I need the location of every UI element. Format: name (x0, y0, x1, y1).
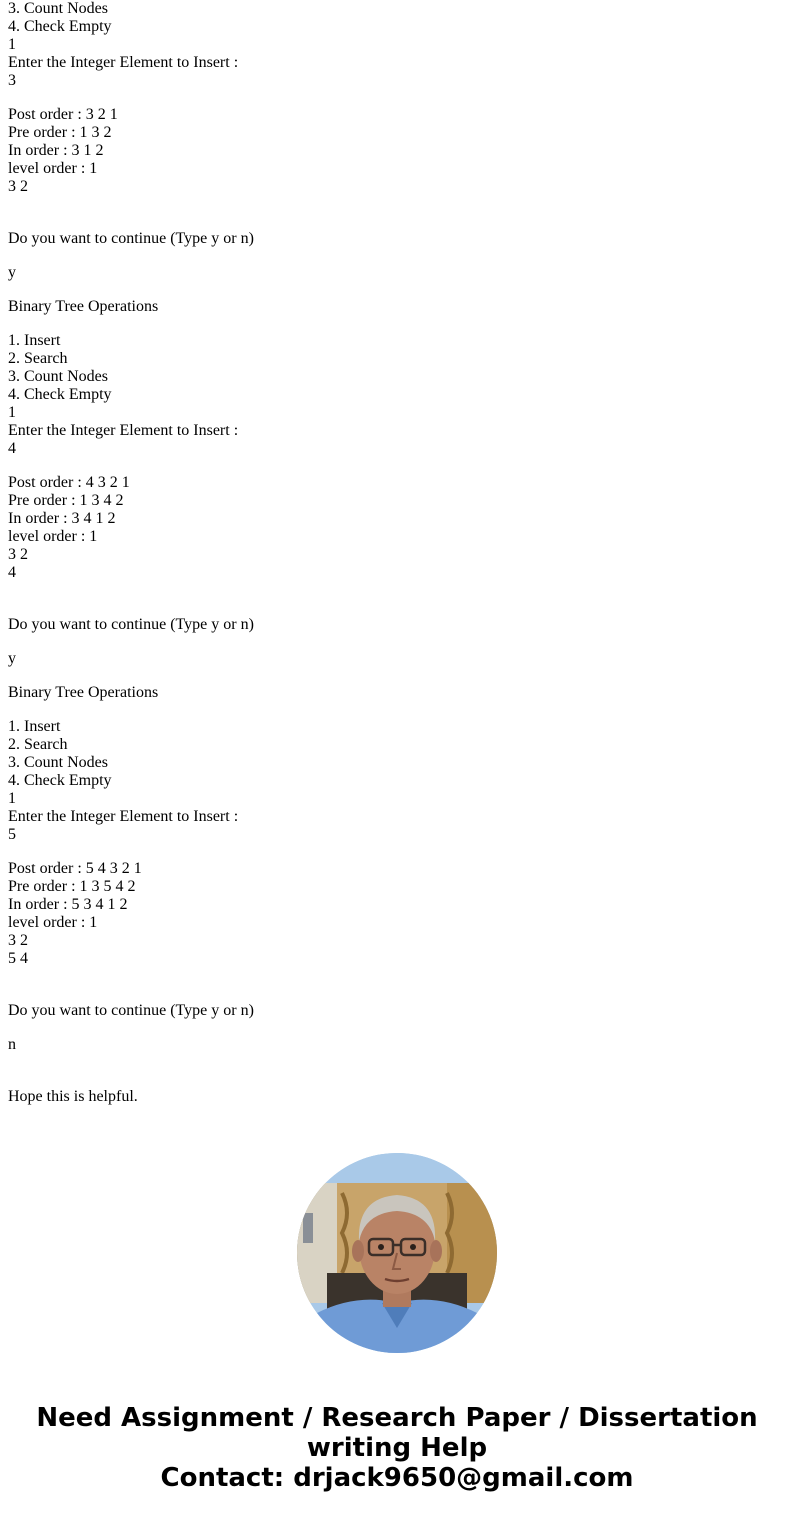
user-value: 3 (8, 72, 16, 89)
result-line: level order : 1 (8, 914, 98, 931)
user-choice: 1 (8, 790, 16, 807)
menu-item: 2. Search (8, 736, 68, 753)
result-line: Post order : 3 2 1 (8, 106, 118, 123)
menu-item: 2. Search (8, 350, 68, 367)
menu-item: 3. Count Nodes (8, 368, 108, 385)
user-value: 4 (8, 440, 16, 457)
menu-item: 3. Count Nodes (8, 0, 108, 17)
continue-prompt: Do you want to continue (Type y or n) (8, 616, 254, 633)
result-line: Post order : 4 3 2 1 (8, 474, 130, 491)
menu-item: 4. Check Empty (8, 772, 112, 789)
result-line: 3 2 (8, 932, 28, 949)
enter-prompt: Enter the Integer Element to Insert : (8, 54, 239, 71)
continue-answer: y (8, 650, 16, 667)
result-line: 4 (8, 564, 16, 581)
user-value: 5 (8, 826, 16, 843)
author-avatar (297, 1153, 497, 1353)
promo-line-2: writing Help (306, 1433, 488, 1463)
result-line: level order : 1 (8, 528, 98, 545)
continue-prompt: Do you want to continue (Type y or n) (8, 230, 254, 247)
result-line: In order : 3 4 1 2 (8, 510, 116, 527)
user-choice: 1 (8, 36, 16, 53)
closing-text: Hope this is helpful. (8, 1088, 138, 1105)
menu-item: 4. Check Empty (8, 18, 112, 35)
result-line: In order : 5 3 4 1 2 (8, 896, 128, 913)
result-line: 3 2 (8, 178, 28, 195)
promo-banner (0, 1403, 794, 1493)
result-line: level order : 1 (8, 160, 98, 177)
continue-answer: y (8, 264, 16, 281)
result-line: Pre order : 1 3 4 2 (8, 492, 124, 509)
user-choice: 1 (8, 404, 16, 421)
result-line: 5 4 (8, 950, 28, 967)
result-line: Post order : 5 4 3 2 1 (8, 860, 142, 877)
section-heading: Binary Tree Operations (8, 298, 159, 315)
continue-prompt: Do you want to continue (Type y or n) (8, 1002, 254, 1019)
promo-contact: Contact: drjack9650@gmail.com (160, 1463, 634, 1493)
result-line: Pre order : 1 3 2 (8, 124, 112, 141)
section-heading: Binary Tree Operations (8, 684, 159, 701)
menu-item: 3. Count Nodes (8, 754, 108, 771)
menu-item: 1. Insert (8, 332, 61, 349)
enter-prompt: Enter the Integer Element to Insert : (8, 422, 239, 439)
result-line: 3 2 (8, 546, 28, 563)
continue-answer: n (8, 1036, 16, 1053)
menu-item: 4. Check Empty (8, 386, 112, 403)
menu-item: 1. Insert (8, 718, 61, 735)
enter-prompt: Enter the Integer Element to Insert : (8, 808, 239, 825)
promo-line-1: Need Assignment / Research Paper / Dissertation (36, 1403, 758, 1433)
program-output (8, 0, 778, 1054)
result-line: Pre order : 1 3 5 4 2 (8, 878, 136, 895)
result-line: In order : 3 1 2 (8, 142, 104, 159)
